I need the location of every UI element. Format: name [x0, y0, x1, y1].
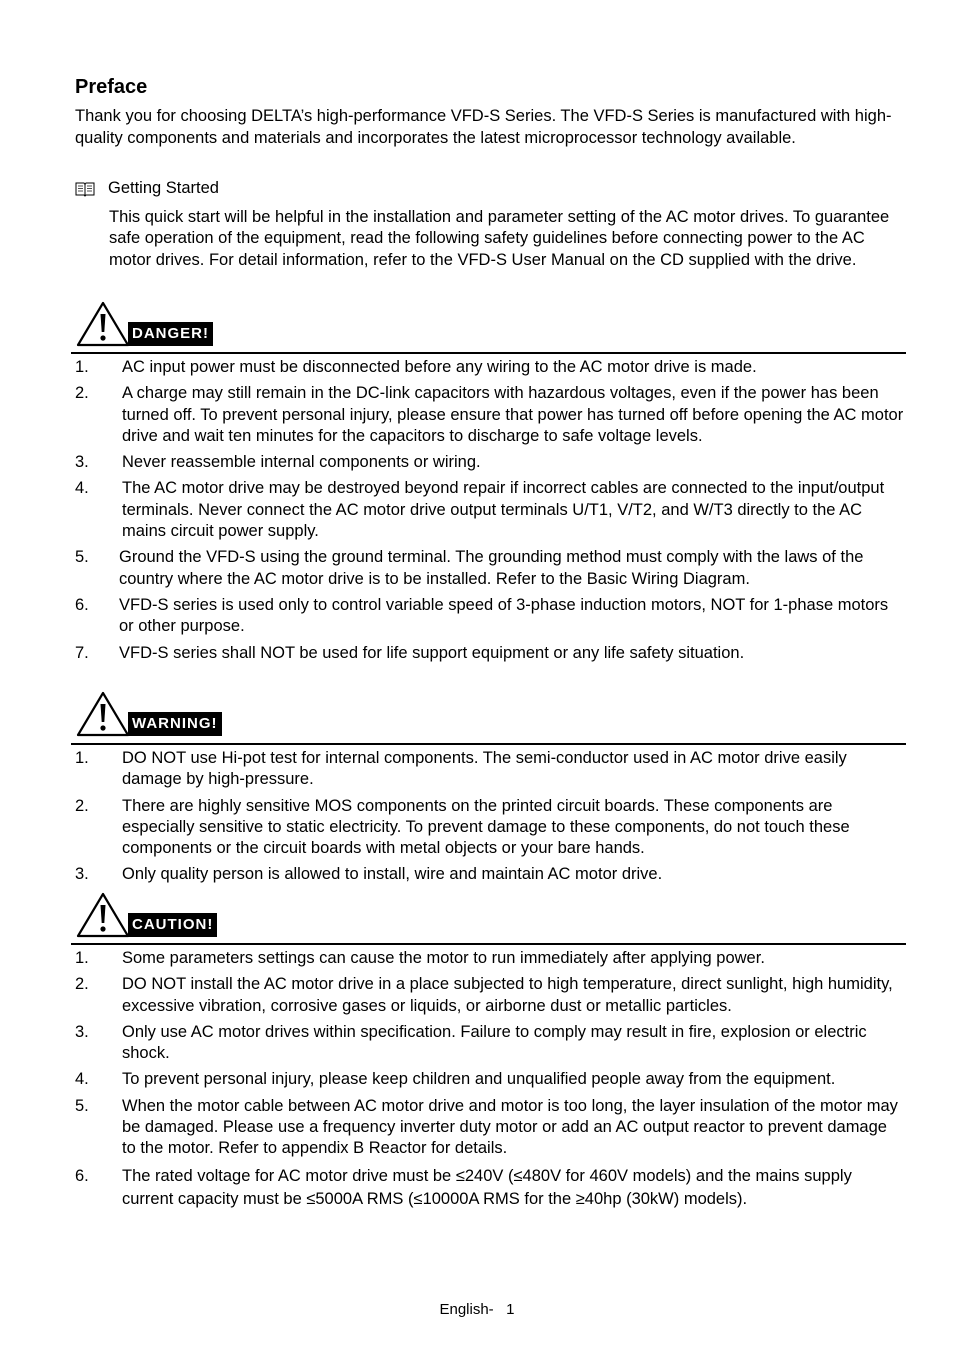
- getting-started-heading: [75, 178, 219, 200]
- caution-divider: [71, 943, 906, 945]
- list-item: 3. Never reassemble internal components or wiring.: [75, 453, 481, 472]
- list-item: 1. DO NOT use Hi-pot test for internal components. The semi-conductor used in AC motor drive easily damage by high-pressure.: [75, 749, 847, 789]
- caution-badge: CAUTION!: [128, 913, 217, 937]
- warning-triangle-icon: [75, 891, 131, 939]
- list-item: 2. There are highly sensitive MOS components on the printed circuit boards. These components are especially sensitive to static electricity. To prevent damage to these components, do not touch these components or the circuit boards with metal objects or your bare hands.: [75, 796, 850, 858]
- caution-header: [75, 891, 217, 939]
- warning-badge: WARNING!: [128, 712, 222, 736]
- book-icon: [75, 181, 95, 197]
- list-item: 2. A charge may still remain in the DC-link capacitors with hazardous voltages, even if the power has been turned off. To prevent personal injury, please ensure that power has turned off before opening the AC motor drive and wait ten minutes for the capacitors to discharge to safe voltage levels.: [75, 384, 904, 445]
- list-item: 3. Only use AC motor drives within specification. Failure to comply may result in fire, explosion or electric shock.: [75, 1022, 867, 1063]
- list-item: 4. To prevent personal injury, please keep children and unqualified people away from the equipment.: [75, 1070, 836, 1089]
- danger-header: [75, 300, 213, 348]
- danger-badge: DANGER!: [128, 322, 213, 346]
- danger-list: [75, 357, 905, 669]
- caution-list: [75, 948, 905, 1216]
- page-title: Preface: [75, 76, 148, 98]
- warning-triangle-icon: [75, 300, 131, 348]
- list-item: 7. VFD-S series shall NOT be used for life support equipment or any life safety situation.: [75, 643, 745, 662]
- warning-triangle-icon: [75, 690, 131, 738]
- list-item: 6. VFD-S series is used only to control variable speed of 3-phase induction motors, NOT for 1-phase motors or other purpose.: [75, 595, 889, 636]
- warning-divider: [71, 743, 906, 745]
- list-item: 5. Ground the VFD-S using the ground terminal. The grounding method must comply with the laws of the country where the AC motor drive is to be installed. Refer to the Basic Wiring Diagram.: [75, 548, 864, 588]
- list-item: 1. Some parameters settings can cause the motor to run immediately after applying power.: [75, 949, 765, 967]
- warning-header: [75, 690, 222, 738]
- list-item: 6. The rated voltage for AC motor drive must be ≤240V (≤480V for 460V models) and the mains supply current capacity must be ≤5000A RMS (≤10000A RMS for the ≥40hp (30kW) models).: [75, 1166, 852, 1208]
- list-item: 5. When the motor cable between AC motor drive and motor is too long, the layer insulation of the motor may be damaged. Please use a frequency inverter duty motor or add an AC output reactor to prevent damage to the motor. Refer to appendix B Reactor for details.: [75, 1096, 898, 1158]
- getting-started-label: Getting Started: [108, 179, 219, 197]
- page-number: English- 1: [439, 1301, 515, 1318]
- list-item: 4. The AC motor drive may be destroyed beyond repair if incorrect cables are connected to the input/output terminals. Never connect the AC motor drive output terminals U/T1, V/T2, and W/T3 directly to the AC mains circuit power supply.: [75, 479, 885, 541]
- list-item: 2. DO NOT install the AC motor drive in a place subjected to high temperature, direct sunlight, high humidity, excessive vibration, corrosive gases or liquids, or airborne dust or metallic particles.: [75, 975, 893, 1015]
- getting-started-text: This quick start will be helpful in the installation and parameter setting of the AC motor drives. To guarantee safe operation of the equipment, read the following safety guidelines before connecting power to the AC motor drives. For detail information, refer to the VFD-S User Manual on the CD supplied with the drive.: [109, 208, 890, 269]
- danger-divider: [71, 352, 906, 354]
- intro-paragraph: Thank you for choosing DELTA’s high-performance VFD-S Series. The VFD-S Series is manufactured with high-quality components and materials and incorporates the latest microprocessor technology available.: [75, 107, 892, 147]
- warning-list: [75, 748, 905, 891]
- list-item: 1. AC input power must be disconnected before any wiring to the AC motor drive is made.: [75, 358, 757, 376]
- list-item: 3. Only quality person is allowed to install, wire and maintain AC motor drive.: [75, 865, 663, 884]
